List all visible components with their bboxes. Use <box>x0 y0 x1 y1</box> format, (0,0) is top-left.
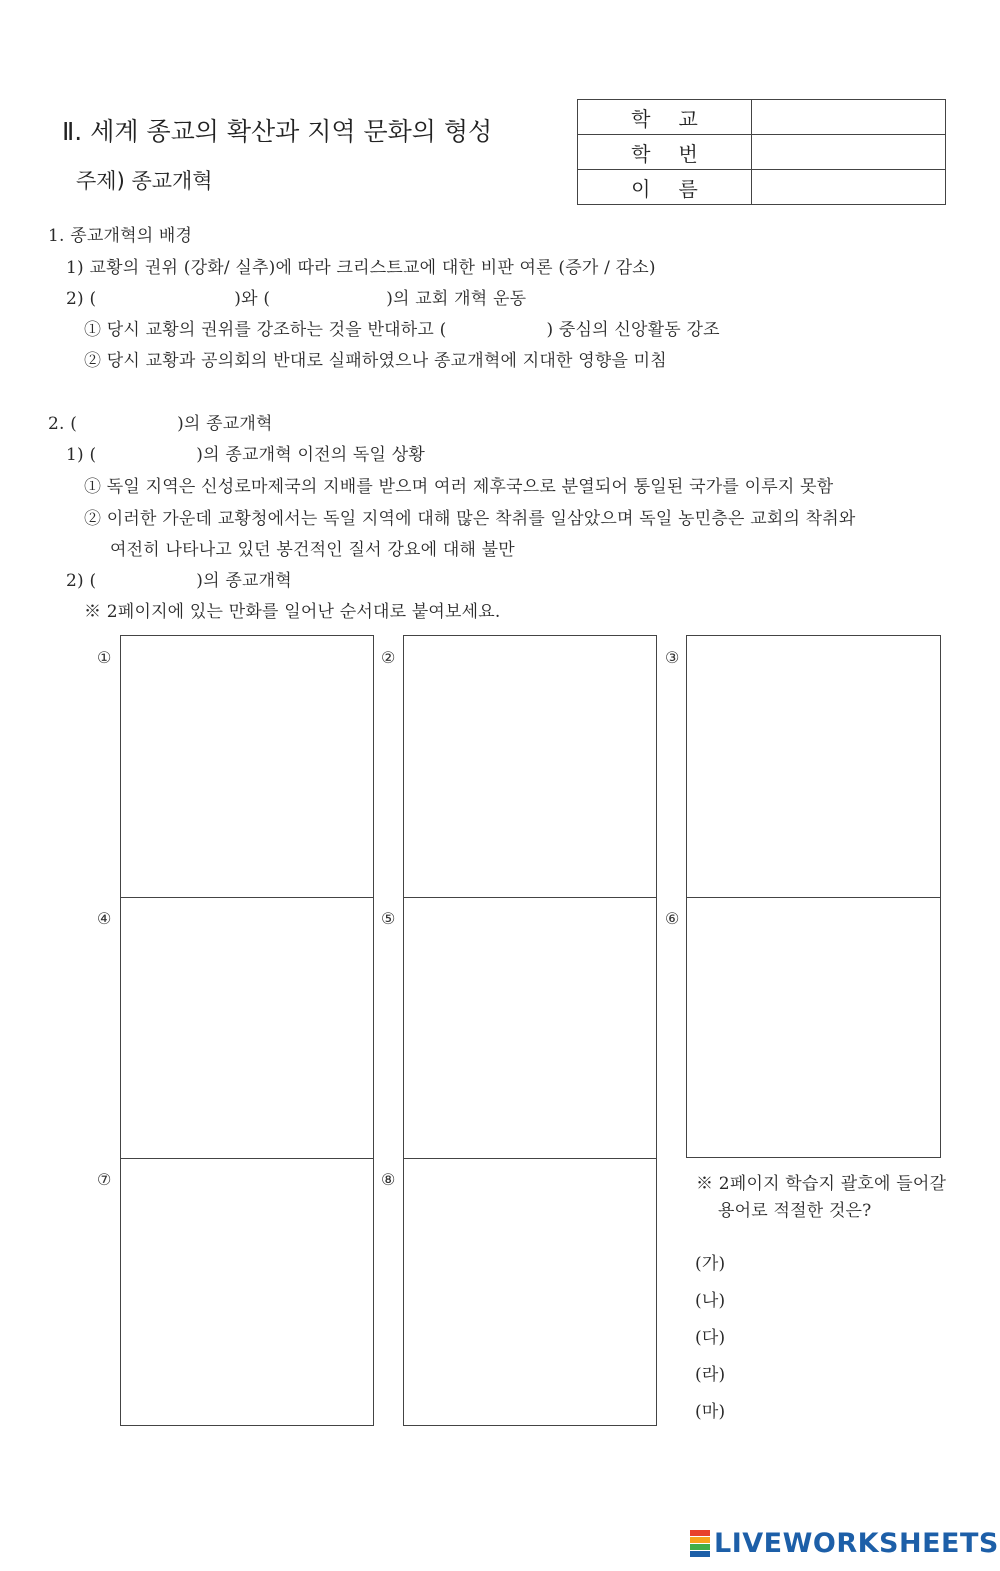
info-row-student-number <box>578 135 946 170</box>
panel-number-5: ⑤ <box>381 909 396 928</box>
logo-text: LIVEWORKSHEETS <box>714 1527 999 1559</box>
subject-line: 주제) 종교개혁 <box>76 169 213 193</box>
panel-divider <box>121 897 373 898</box>
section2-item1-suffix: )의 종교개혁 이전의 독일 상황 <box>196 445 426 465</box>
name-field[interactable] <box>752 170 946 205</box>
info-row-name <box>578 170 946 205</box>
panel-divider <box>687 897 940 898</box>
section1-sub2: ② 당시 교황과 공의회의 반대로 실패하였으나 종교개혁에 지대한 영향을 미침 <box>84 351 667 371</box>
panel-number-7: ⑦ <box>97 1170 112 1189</box>
comic-column-3 <box>686 635 941 1158</box>
comic-column-2 <box>403 635 657 1426</box>
panel-number-8: ⑧ <box>381 1170 396 1189</box>
section2-sub2-line2: 여전히 나타나고 있던 봉건적인 질서 강요에 대해 불만 <box>110 540 515 560</box>
section2-item2-suffix: )의 종교개혁 <box>196 571 292 591</box>
school-label: 학교 <box>578 100 752 135</box>
section2-heading-suffix: )의 종교개혁 <box>177 414 273 434</box>
section1-sub1 <box>84 315 720 340</box>
school-field[interactable] <box>752 100 946 135</box>
section1-item2-suffix: )의 교회 개혁 운동 <box>386 289 527 309</box>
panel-divider <box>404 897 656 898</box>
logo-stripe <box>690 1551 710 1557</box>
section2-item1 <box>66 440 425 465</box>
section2-heading-prefix: 2. ( <box>48 414 78 434</box>
answer-option-da[interactable]: (다) <box>695 1328 726 1348</box>
section2-sub1: ① 독일 지역은 신성로마제국의 지배를 받으며 여러 제후국으로 분열되어 통일된 국가를 이루지 못함 <box>84 477 834 497</box>
answer-option-ma[interactable]: (마) <box>695 1402 726 1422</box>
panel-number-3: ③ <box>665 648 680 667</box>
panel-number-6: ⑥ <box>665 909 680 928</box>
section2-item2 <box>66 566 292 591</box>
logo-mark-icon <box>690 1530 710 1557</box>
name-label: 이름 <box>578 170 752 205</box>
info-row-school <box>578 100 946 135</box>
logo-stripe <box>690 1530 710 1536</box>
logo-stripe <box>690 1537 710 1543</box>
section2-item1-prefix: 1) ( <box>66 445 97 465</box>
panel-number-1: ① <box>97 648 112 667</box>
section1-item2-mid: )와 ( <box>234 289 271 309</box>
student-info-table <box>577 99 946 205</box>
panel-number-4: ④ <box>97 909 112 928</box>
section1-item2-prefix: 2) ( <box>66 289 97 309</box>
section1-item2 <box>66 284 526 309</box>
section1-sub1-suffix: ) 중심의 신앙활동 강조 <box>546 320 720 340</box>
page-title: Ⅱ. 세계 종교의 확산과 지역 문화의 형성 <box>62 117 493 146</box>
student-number-label: 학번 <box>578 135 752 170</box>
question-line1: ※ 2페이지 학습지 괄호에 들어갈 <box>696 1174 947 1194</box>
logo-stripe <box>690 1544 710 1550</box>
section2-item2-prefix: 2) ( <box>66 571 97 591</box>
answer-option-ga[interactable]: (가) <box>695 1254 726 1274</box>
liveworksheets-logo <box>690 1527 999 1559</box>
answer-option-na[interactable]: (나) <box>695 1291 726 1311</box>
panel-divider <box>404 1158 656 1159</box>
panel-number-2: ② <box>381 648 396 667</box>
question-line2: 용어로 적절한 것은? <box>718 1201 872 1221</box>
section1-heading: 1. 종교개혁의 배경 <box>48 226 193 246</box>
section1-sub1-prefix: ① 당시 교황의 권위를 강조하는 것을 반대하고 ( <box>84 320 447 340</box>
answer-option-ra[interactable]: (라) <box>695 1365 726 1385</box>
comic-column-1 <box>120 635 374 1426</box>
section2-sub2-line1: ② 이러한 가운데 교황청에서는 독일 지역에 대해 많은 착취를 일삼았으며 독일 농민층은 교회의 착취와 <box>84 509 856 529</box>
student-number-field[interactable] <box>752 135 946 170</box>
section2-heading <box>48 409 273 434</box>
comic-instruction: ※ 2페이지에 있는 만화를 일어난 순서대로 붙여보세요. <box>84 602 501 622</box>
section1-item1: 1) 교황의 권위 (강화/ 실추)에 따라 크리스트교에 대한 비판 여론 (증가 / 감소) <box>66 258 656 278</box>
panel-divider <box>121 1158 373 1159</box>
